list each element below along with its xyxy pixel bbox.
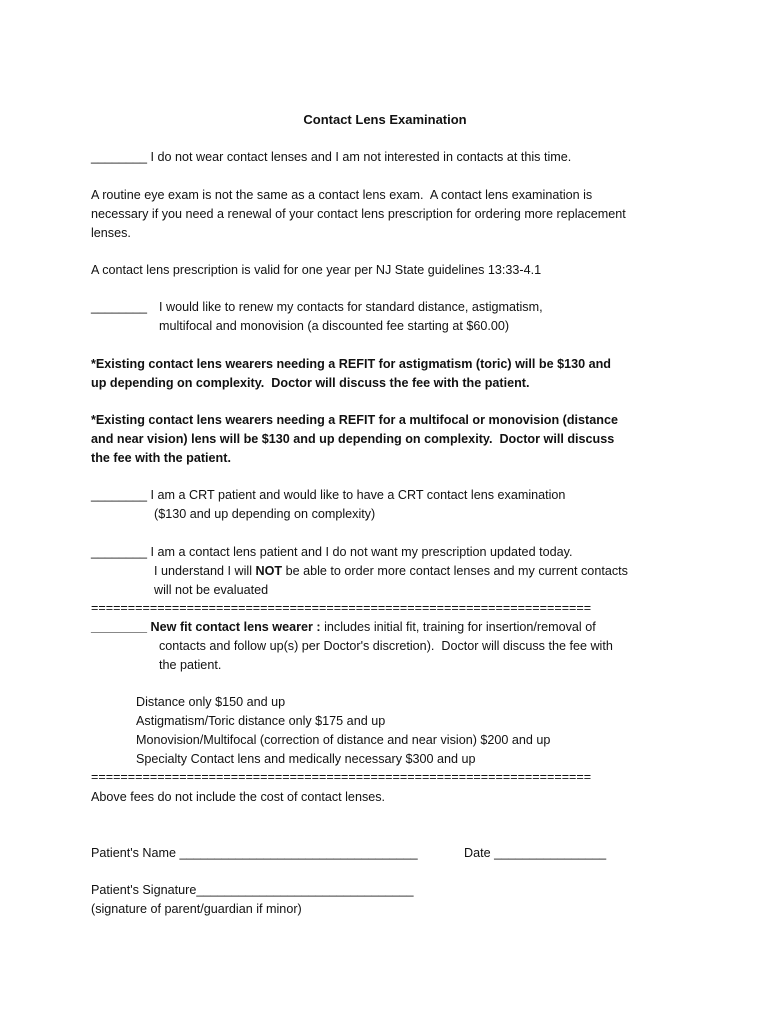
no-update-option-line: ________ I am a contact lens patient and I do not want my prescription updated today. — [91, 545, 573, 559]
patient-name-field[interactable]: Patient's Name __________________________________ — [91, 846, 418, 860]
no-update-text: I understand I will — [154, 564, 256, 578]
divider: ==================================================================== — [91, 770, 592, 784]
new-fit-text: includes initial fit, training for insertion/removal of — [320, 620, 596, 634]
routine-para-line: lenses. — [91, 226, 131, 240]
refit-astigmatism-line: up depending on complexity. Doctor will discuss the fee with the patient. — [91, 376, 530, 390]
signature-field[interactable]: Patient's Signature_______________________________ — [91, 883, 414, 897]
new-fit-blank: ________ — [91, 620, 148, 634]
routine-para-line: A routine eye exam is not the same as a contact lens exam. A contact lens examination is — [91, 188, 593, 202]
crt-option-line: ($130 and up depending on complexity) — [154, 507, 376, 521]
fee-item: Specialty Contact lens and medically necessary $300 and up — [136, 752, 476, 766]
page-title: Contact Lens Examination — [303, 112, 467, 127]
signature-note: (signature of parent/guardian if minor) — [91, 902, 302, 916]
new-fit-line — [91, 618, 596, 637]
no-update-option-line: will not be evaluated — [154, 583, 269, 597]
fee-item: Monovision/Multifocal (correction of distance and near vision) $200 and up — [136, 733, 551, 747]
divider: ==================================================================== — [91, 601, 592, 615]
validity-line: A contact lens prescription is valid for one year per NJ State guidelines 13:33-4.1 — [91, 263, 542, 277]
crt-option-line: ________ I am a CRT patient and would like to have a CRT contact lens examination — [91, 488, 566, 502]
no-update-text: be able to order more contact lenses and my current contacts — [282, 564, 628, 578]
renew-blank: ________ — [91, 300, 148, 314]
fee-item: Astigmatism/Toric distance only $175 and up — [136, 714, 386, 728]
refit-multifocal-line: *Existing contact lens wearers needing a REFIT for a multifocal or monovision (distance — [91, 413, 618, 427]
date-field[interactable]: Date ________________ — [464, 846, 607, 860]
fees-note: Above fees do not include the cost of contact lenses. — [91, 790, 386, 804]
renew-option-line: I would like to renew my contacts for standard distance, astigmatism, — [159, 300, 543, 314]
fee-item: Distance only $150 and up — [136, 695, 286, 709]
new-fit-line: the patient. — [159, 658, 222, 672]
opt-out-line: ________ I do not wear contact lenses and I am not interested in contacts at this time. — [91, 150, 572, 164]
renew-option-line: multifocal and monovision (a discounted fee starting at $60.00) — [159, 319, 510, 333]
routine-para-line: necessary if you need a renewal of your contact lens prescription for ordering more replacement — [91, 207, 626, 221]
no-update-option-line — [154, 562, 628, 581]
refit-multifocal-line: and near vision) lens will be $130 and up depending on complexity. Doctor will discuss — [91, 432, 615, 446]
not-emphasis: NOT — [255, 564, 283, 578]
refit-multifocal-line: the fee with the patient. — [91, 451, 231, 465]
new-fit-label: New fit contact lens wearer : — [150, 620, 321, 634]
refit-astigmatism-line: *Existing contact lens wearers needing a REFIT for astigmatism (toric) will be $130 and — [91, 357, 611, 371]
new-fit-line: contacts and follow up(s) per Doctor's discretion). Doctor will discuss the fee with — [159, 639, 613, 653]
